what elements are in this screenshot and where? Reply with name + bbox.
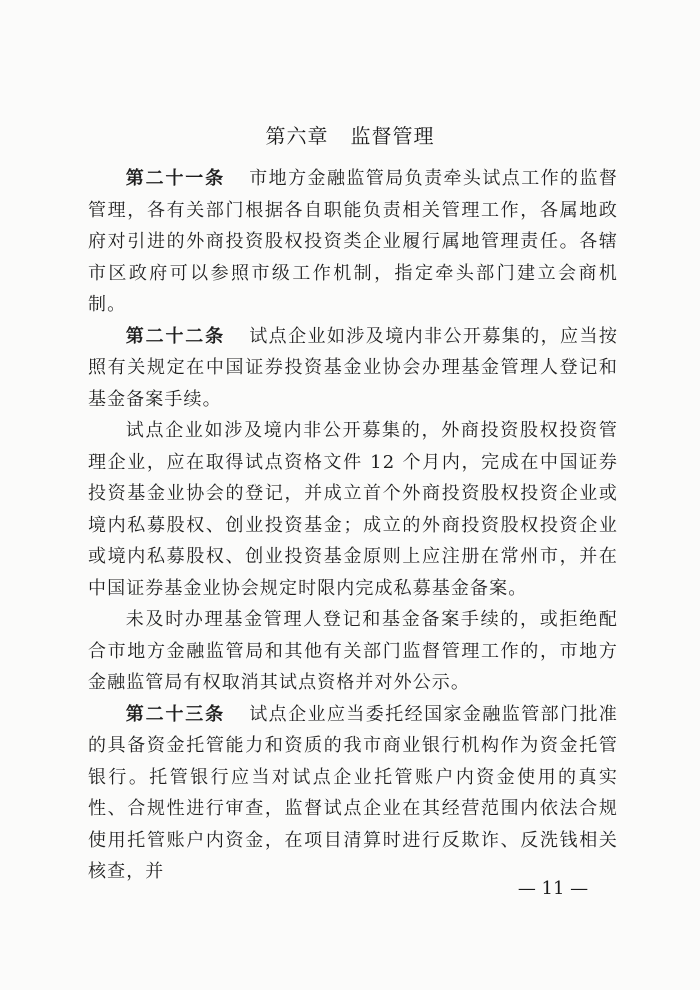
article-22-text: 试点企业如涉及境内非公开募集的，应当按照有关规定在中国证券投资基金业协会办理基金管理人登记和基金备案手续。 — [88, 325, 618, 410]
article-21-label: 第二十一条 — [125, 168, 225, 189]
article-21-text: 市地方金融监管局负责牵头试点工作的监督管理，各有关部门根据各自职能负责相关管理工作，各属地政府对引进的外商投资股权投资类企业履行属地管理责任。各辖市区政府可以参照市级工作机制，指定牵头部门建立会商机制。 — [88, 168, 618, 315]
article-21-paragraph — [88, 163, 618, 321]
article-22-paragraph-2: 试点企业如涉及境内非公开募集的，外商投资股权投资管理企业，应在取得试点资格文件 12 个月内，完成在中国证券投资基金业协会的登记，并成立首个外商投资股权投资企业或境内私募股权、创业投资基金；成立的外商投资股权投资企业或境内私募股权、创业投资基金原则上应注册在常州市，并在中国证券基金业协会规定时限内完成私募基金备案。 — [88, 420, 618, 599]
chapter-name: 监督管理 — [350, 124, 435, 148]
document-body — [88, 163, 618, 888]
article-23-label: 第二十三条 — [125, 703, 225, 725]
chapter-number: 第六章 — [265, 124, 329, 148]
article-23-paragraph — [88, 699, 618, 888]
article-22-paragraph-3: 未及时办理基金管理人登记和基金备案手续的，或拒绝配合市地方金融监管局和其他有关部门监督管理工作的，市地方金融监管局有权取消其试点资格并对外公示。 — [88, 609, 618, 693]
page-number: — 11 — — [517, 878, 589, 899]
article-23-text: 试点企业应当委托经国家金融监管部门批准的具备资金托管能力和资质的我市商业银行机构作为资金托管银行。托管银行应当对试点企业托管账户内资金使用的真实性、合规性进行审查，监督试点企业在其经营范围内依法合规使用托管账户内资金，在项目清算时进行反欺诈、反洗钱相关核查，并 — [88, 703, 618, 882]
chapter-title — [0, 120, 700, 149]
article-22-paragraph — [88, 321, 618, 416]
article-22-label: 第二十二条 — [125, 325, 225, 347]
